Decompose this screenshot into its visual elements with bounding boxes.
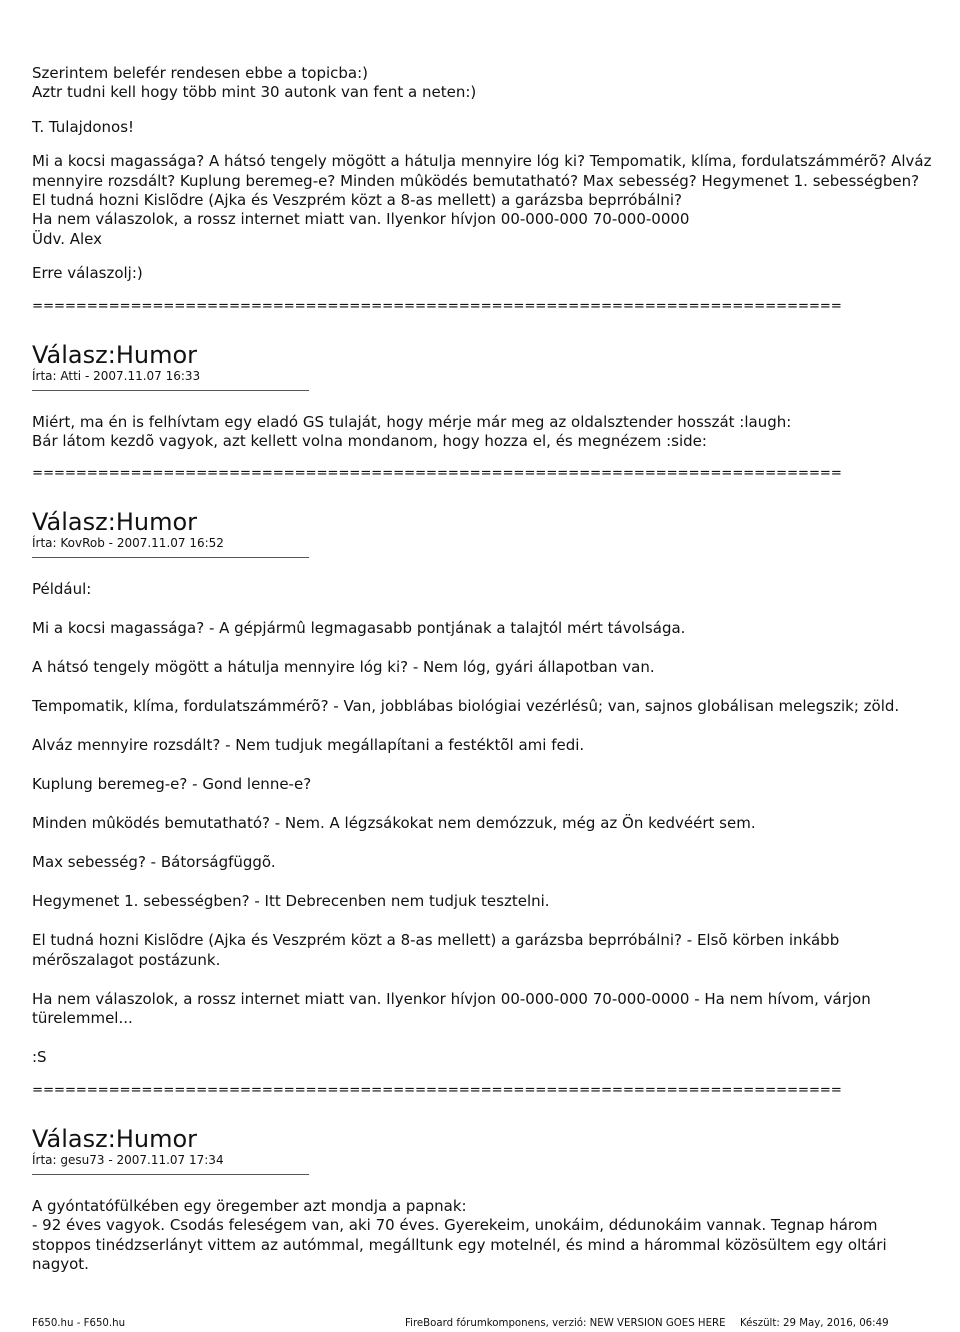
post-separator: ==========================================================================: [32, 466, 842, 482]
intro-question-line: Mi a kocsi magassága? A hátsó tengely mögött a hátulja mennyire lóg ki? Tempomatik, klíma, fordulatszámmérõ? Alváz: [32, 152, 932, 171]
forum-post: [32, 1124, 932, 1275]
post-meta: Írta: gesu73 - 2007.11.07 17:34: [32, 1152, 224, 1167]
intro-signoff: T. Tulajdonos!: [32, 117, 135, 136]
post-paragraph: Hegymenet 1. sebességben? - Itt Debrecenben nem tudjuk tesztelni.: [32, 892, 550, 911]
post-paragraph: Max sebesség? - Bátorságfüggõ.: [32, 853, 276, 872]
post-paragraph: Ha nem válaszolok, a rossz internet miatt van. Ilyenkor hívjon 00-000-000 70-000-0000 - Ha nem hívom, várjon türelemmel...: [32, 989, 871, 1028]
post-divider: [32, 390, 309, 391]
post-title: Válasz:Humor: [32, 340, 198, 369]
post-meta: Írta: KovRob - 2007.11.07 16:52: [32, 536, 224, 551]
post-paragraph: Bár látom kezdõ vagyok, azt kellett volna mondanom, hogy hozza el, és megnézem :side:: [32, 432, 707, 451]
post-title: Válasz:Humor: [32, 508, 198, 537]
post-paragraph: Minden mûködés bemutatható? - Nem. A légzsákokat nem demózzuk, még az Ön kedvéért sem.: [32, 814, 756, 833]
intro-reply-prompt: Erre válaszolj:): [32, 264, 143, 283]
intro-question-line: El tudná hozni Kislõdre (Ajka és Veszprém közt a 8-as mellett) a garázsba beprróbálni?: [32, 191, 683, 210]
post-paragraph: Például:: [32, 580, 92, 599]
post-body: [32, 580, 932, 1067]
post-separator: ==========================================================================: [32, 298, 842, 314]
post-body: [32, 1197, 932, 1275]
post-paragraph: Mi a kocsi magassága? - A gépjármû legmagasabb pontjának a talajtól mért távolsága.: [32, 619, 686, 638]
post-paragraph: Miért, ma én is felhívtam egy eladó GS tulaját, hogy mérje már meg az oldalsztender hosszát :laugh:: [32, 412, 792, 431]
post-paragraph: - 92 éves vagyok. Csodás feleségem van, aki 70 éves. Gyerekeim, unokáim, dédunokáim vannak. Tegnap három stoppos tinédzserlányt vittem az autómmal, megálltunk egy motelnél, és mind a hárommal közösültem egy oltári nagyot.: [32, 1216, 887, 1273]
intro-question-line: Ha nem válaszolok, a rossz internet miatt van. Ilyenkor hívjon 00-000-000 70-000-0000: [32, 210, 690, 229]
footer-generator: FireBoard fórumkomponens, verzió: NEW VERSION GOES HERE: [405, 1318, 726, 1329]
post-paragraph: A hátsó tengely mögött a hátulja mennyire lóg ki? - Nem lóg, gyári állapotban van.: [32, 658, 655, 677]
intro-message: [32, 64, 932, 284]
forum-thread: [32, 64, 932, 1274]
intro-line: Szerintem belefér rendesen ebbe a topicba:): [32, 64, 369, 82]
intro-question-line: Üdv. Alex: [32, 229, 103, 248]
footer-site: F650.hu - F650.hu: [32, 1318, 126, 1329]
footer-timestamp: Készült: 29 May, 2016, 06:49: [740, 1318, 889, 1329]
post-title: Válasz:Humor: [32, 1124, 198, 1153]
intro-question-line: mennyire rozsdált? Kuplung beremeg-e? Minden mûködés bemutatható? Max sebesség? Hegymenet 1. sebességben?: [32, 171, 920, 190]
post-separator: ==========================================================================: [32, 1082, 842, 1098]
intro-line: Aztr tudni kell hogy több mint 30 autonk van fent a neten:): [32, 83, 477, 102]
post-divider: [32, 1174, 309, 1175]
post-paragraph: El tudná hozni Kislõdre (Ajka és Veszprém közt a 8-as mellett) a garázsba beprróbálni? - Elsõ körben inkább mérõszalagot postázunk.: [32, 931, 840, 969]
post-paragraph: A gyóntatófülkében egy öregember azt mondja a papnak:: [32, 1196, 467, 1215]
post-paragraph: Kuplung beremeg-e? - Gond lenne-e?: [32, 775, 312, 794]
post-paragraph: Tempomatik, klíma, fordulatszámmérõ? - Van, jobblábas biológiai vezérlésû; van, sajnos globálisan melegszik; zöld.: [32, 697, 900, 716]
post-divider: [32, 557, 309, 558]
post-paragraph: Alváz mennyire rozsdált? - Nem tudjuk megállapítani a festéktõl ami fedi.: [32, 736, 585, 755]
post-body: [32, 413, 932, 452]
forum-post: [32, 340, 932, 452]
post-meta: Írta: Atti - 2007.11.07 16:33: [32, 368, 201, 383]
post-paragraph: :S: [32, 1048, 47, 1067]
forum-post: [32, 510, 932, 1067]
